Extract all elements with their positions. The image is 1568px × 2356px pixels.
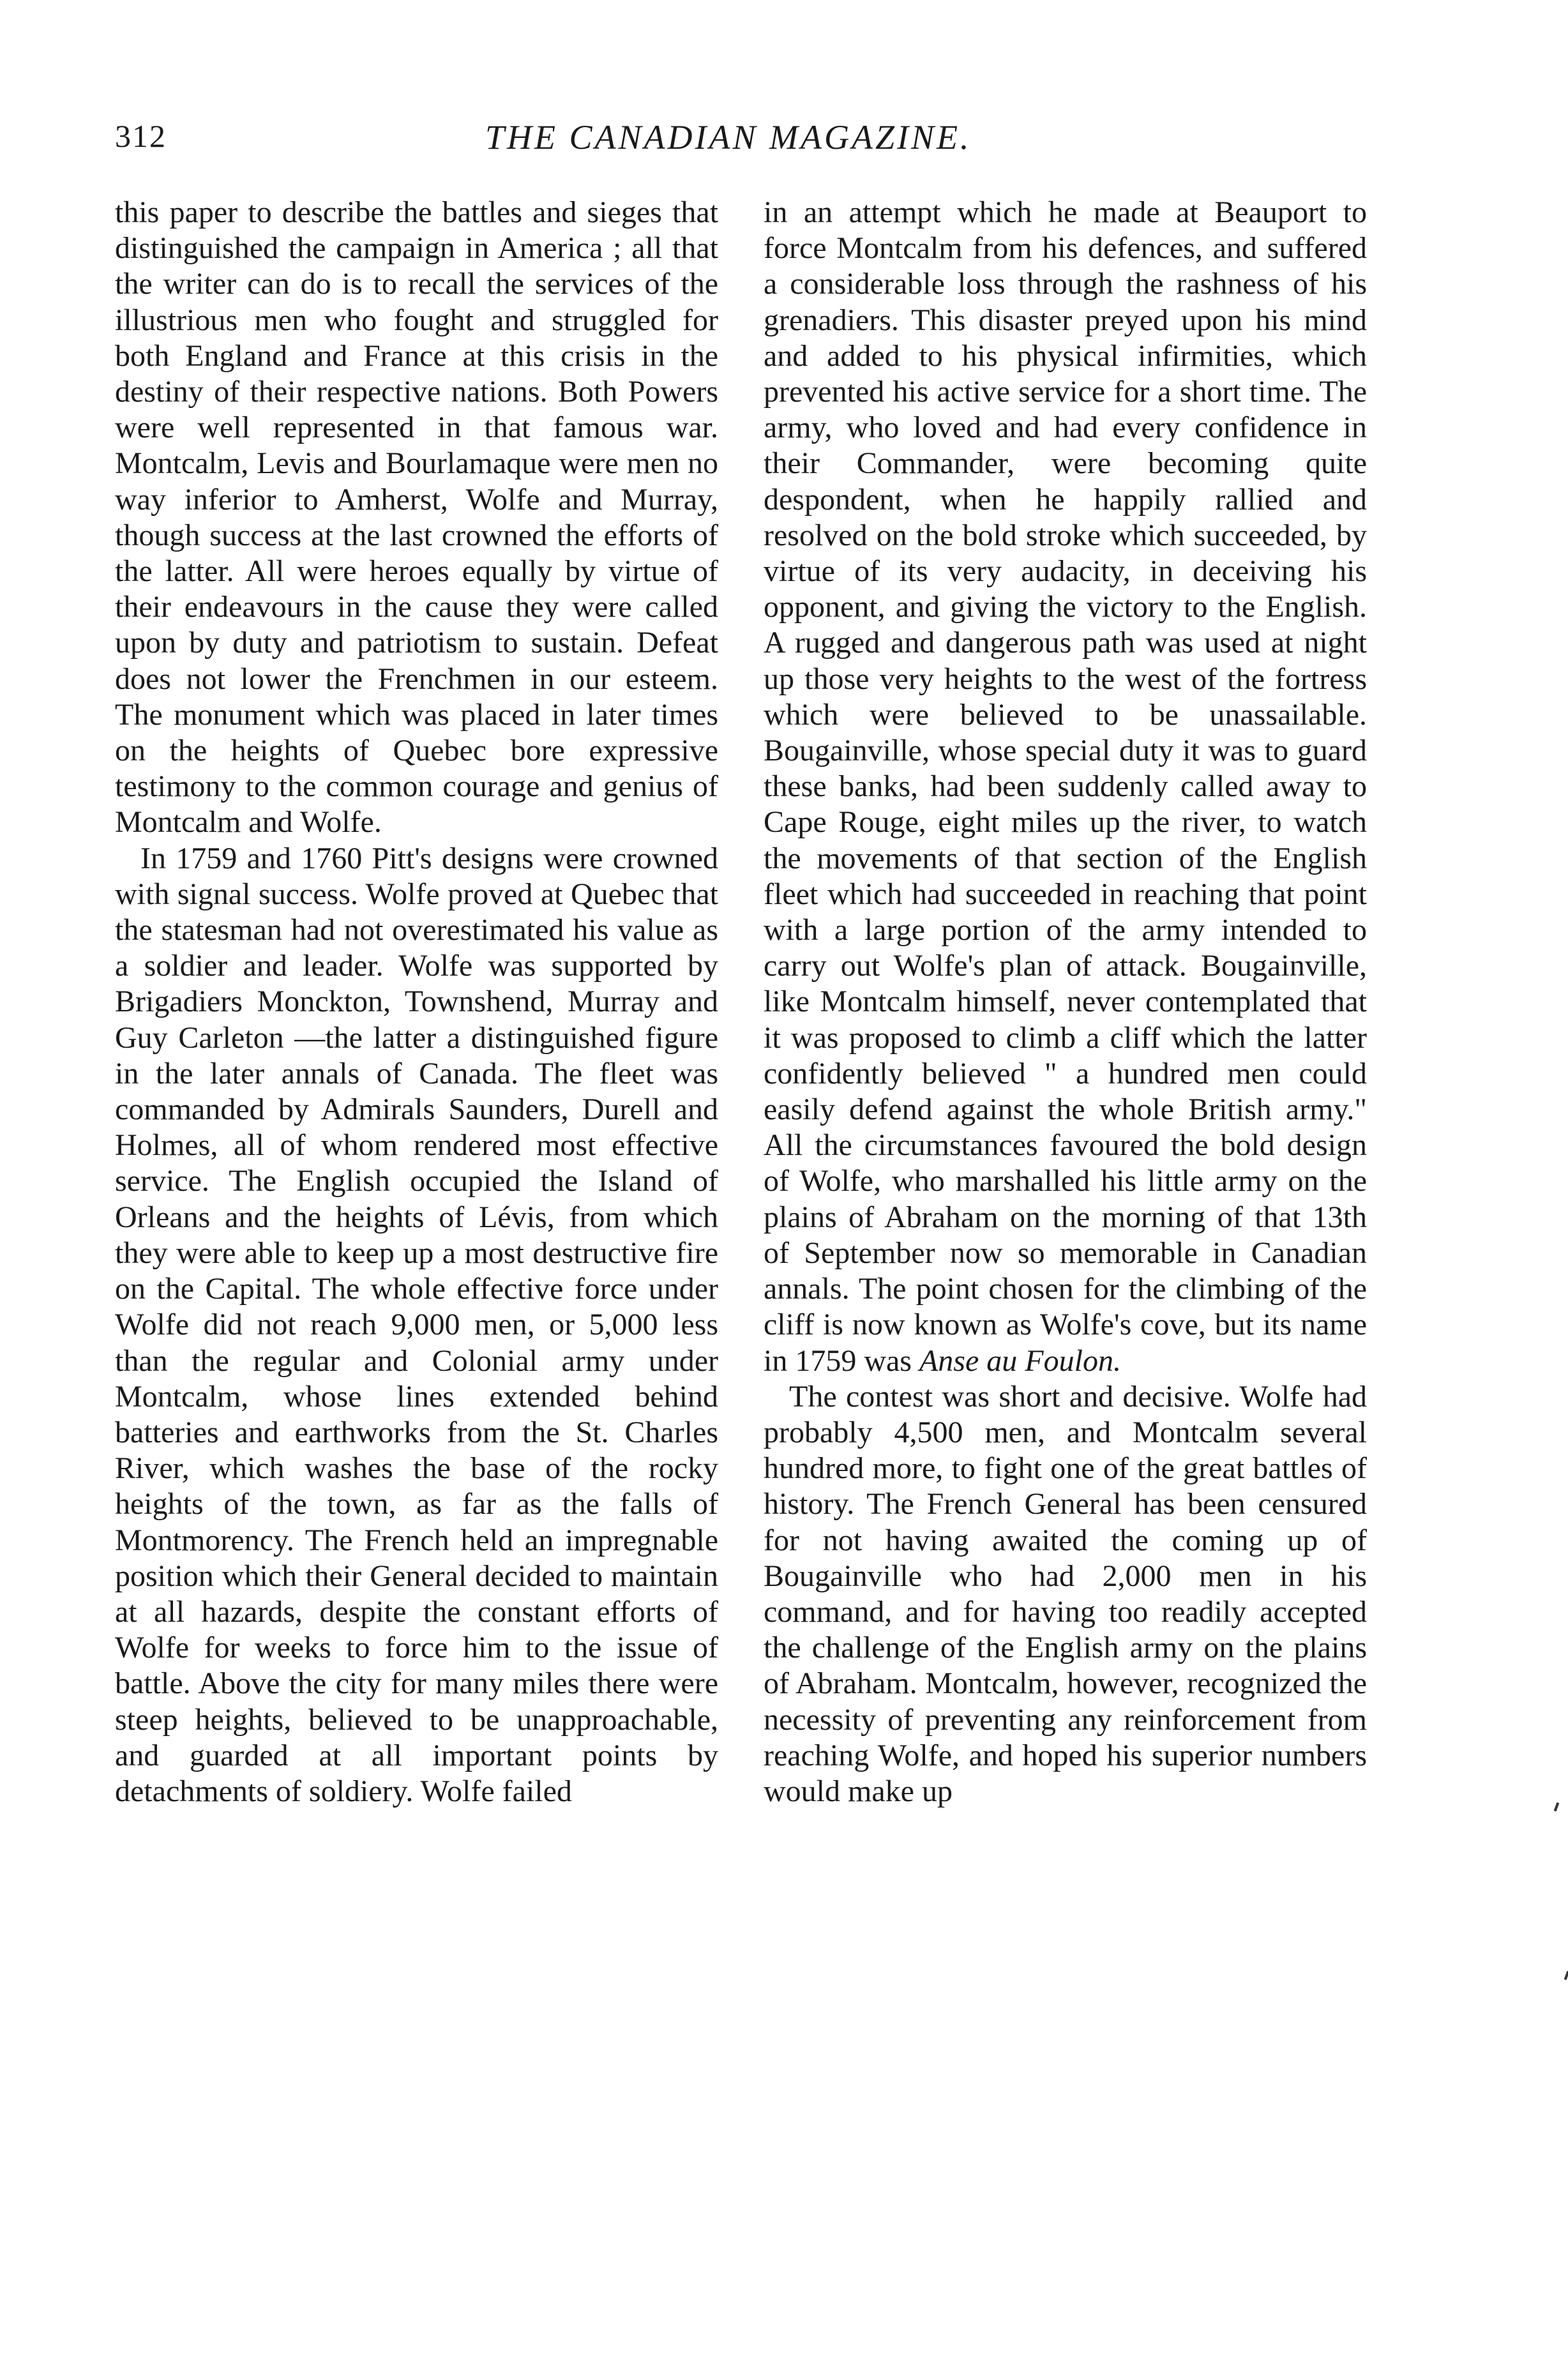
right-paragraph-1 bbox=[764, 195, 1367, 1379]
left-column bbox=[115, 195, 718, 1809]
stray-ink-mark bbox=[1564, 1971, 1568, 1981]
page-number: 312 bbox=[115, 118, 167, 154]
place-name-italic: Anse au Foulon. bbox=[919, 1343, 1121, 1378]
left-paragraph-1: this paper to describe the battles and sieges that distinguished the campaign in America ; all that the writer can do is to recall the services of the illustrious men who fought and struggled for both England and France at this crisis in the destiny of their respective nations. Both Powers were well represented in that famous war. Montcalm, Levis and Bourlamaque were men no way inferior to Amherst, Wolfe and Murray, though success at the last crowned the efforts of the latter. All were heroes equally by virtue of their endeavours in the cause they were called upon by duty and patriotism to sustain. Defeat does not lower the Frenchmen in our esteem. The monument which was placed in later times on the heights of Quebec bore expressive testimony to the common courage and genius of Montcalm and Wolfe. bbox=[115, 195, 718, 840]
page-header bbox=[115, 120, 1366, 171]
stray-ink-mark bbox=[1554, 1802, 1560, 1812]
left-paragraph-2: In 1759 and 1760 Pitt's designs were crowned with signal success. Wolfe proved at Quebec that the statesman had not overestimated his value as a soldier and leader. Wolfe was supported by Brigadiers Monckton, Townshend, Murray and Guy Carleton —the latter a distinguished figure in the later annals of Canada. The fleet was commanded by Admirals Saunders, Durell and Holmes, all of whom rendered most effective service. The English occupied the Island of Orleans and the heights of Lévis, from which they were able to keep up a most destructive fire on the Capital. The whole effective force under Wolfe did not reach 9,000 men, or 5,000 less than the regular and Colonial army under Montcalm, whose lines extended behind batteries and earthworks from the St. Charles River, which washes the base of the rocky heights of the town, as far as the falls of Montmorency. The French held an impregnable position which their General decided to maintain at all hazards, despite the constant efforts of Wolfe for weeks to force him to the issue of battle. Above the city for many miles there were steep heights, believed to be unapproachable, and guarded at all important points by detachments of soldiery. Wolfe failed bbox=[115, 841, 718, 1808]
right-column bbox=[764, 195, 1367, 1809]
running-title: THE CANADIAN MAGAZINE. bbox=[485, 118, 972, 156]
right-paragraph-1-text: in an attempt which he made at Beauport to force Montcalm from his defences, and suffered a considerable loss through the rashness of his grenadiers. This disaster preyed upon his mind and added to his physical infirmities, which prevented his active service for a short time. The army, who loved and had every confidence in their Commander, were becoming quite despondent, when he happily rallied and resolved on the bold stroke which succeeded, by virtue of its very audacity, in deceiving his opponent, and giving the victory to the English. A rugged and dangerous path was used at night up those very heights to the west of the fortress which were believed to be unassailable. Bougainville, whose special duty it was to guard these banks, had been suddenly called away to Cape Rouge, eight miles up the river, to watch the movements of that section of the English fleet which had succeeded in reaching that point with a large portion of the army intended to carry out Wolfe's plan of attack. Bougainville, like Montcalm himself, never contemplated that it was proposed to climb a cliff which the latter confidently believed " a hundred men could easily defend against the whole British army." All the circumstances favoured the bold design of Wolfe, who marshalled his little army on the plains of Abraham on the morning of that 13th of September now so memorable in Canadian annals. The point chosen for the climbing of the cliff is now known as Wolfe's cove, but its name in 1759 was bbox=[764, 195, 1367, 1378]
right-paragraph-2: The contest was short and decisive. Wolfe had probably 4,500 men, and Montcalm several hundred more, to fight one of the great battles of history. The French General has been censured for not having awaited the coming up of Bougainville who had 2,000 men in his command, and for having too readily accepted the challenge of the English army on the plains of Abraham. Montcalm, however, recognized the necessity of preventing any reinforcement from reaching Wolfe, and hoped his superior numbers would make up bbox=[764, 1379, 1367, 1808]
